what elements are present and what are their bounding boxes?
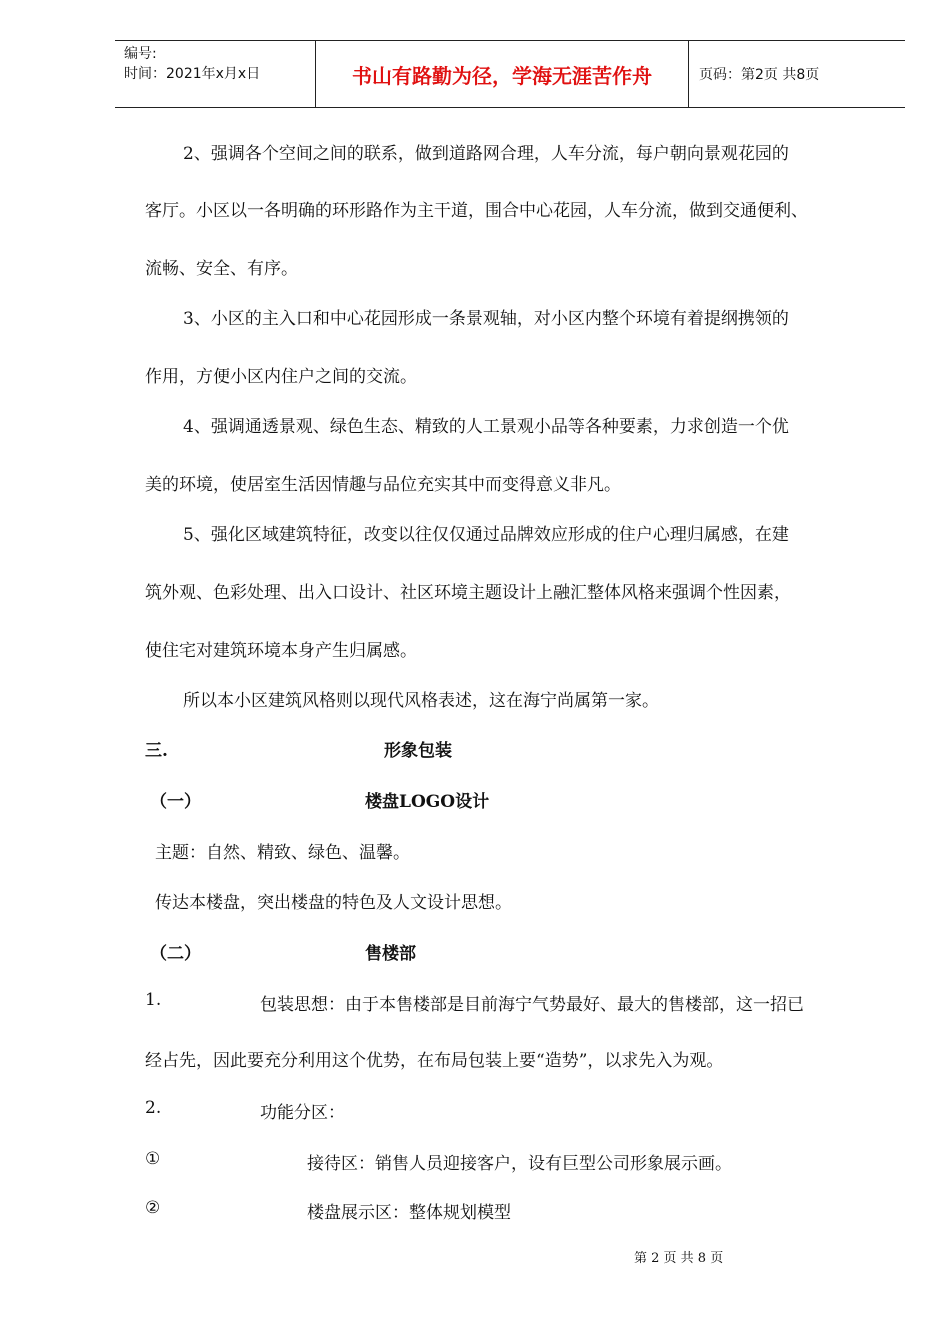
- conclusion-line: 所以本小区建筑风格则以现代风格表述，这在海宁尚属第一家。: [183, 691, 659, 711]
- header-motto: 书山有路勤为径，学海无涯苦作舟: [352, 63, 652, 88]
- convey-line: 传达本楼盘，突出楼盘的特色及人文设计思想。: [155, 893, 512, 913]
- item-number: 1.: [145, 990, 162, 1010]
- subsection-title: 楼盘LOGO设计: [365, 792, 490, 812]
- paragraph-line: 3、小区的主入口和中心花园形成一条景观轴，对小区内整个环境有着提纲携领的: [183, 309, 789, 329]
- item-text: 接待区：销售人员迎接客户，设有巨型公司形象展示画。: [307, 1154, 732, 1174]
- number-label: 编号:: [124, 46, 157, 62]
- item-text: 经占先，因此要充分利用这个优势，在布局包装上要“造势”，以求先入为观。: [145, 1051, 724, 1071]
- subsection-number: （一）: [150, 792, 201, 812]
- item-text: 功能分区：: [260, 1103, 345, 1123]
- item-number: 2.: [145, 1098, 162, 1118]
- subsection-number: （二）: [150, 944, 201, 964]
- circled-number: ②: [145, 1198, 161, 1218]
- section-number: 三.: [145, 741, 168, 761]
- theme-line: 主题：自然、精致、绿色、温馨。: [155, 843, 410, 863]
- paragraph-line: 客厅。小区以一各明确的环形路作为主干道，围合中心花园，人车分流，做到交通便利、: [145, 201, 808, 221]
- paragraph-line: 流畅、安全、有序。: [145, 259, 298, 279]
- paragraph-line: 5、强化区域建筑特征，改变以往仅仅通过品牌效应形成的住户心理归属感，在建: [183, 525, 789, 545]
- paragraph-line: 作用，方便小区内住户之间的交流。: [145, 367, 417, 387]
- paragraph-line: 使住宅对建筑环境本身产生归属感。: [145, 641, 417, 661]
- header-meta: [115, 41, 315, 107]
- section-title: 形象包装: [384, 741, 452, 761]
- circled-number: ①: [145, 1149, 161, 1169]
- paragraph-line: 美的环境，使居室生活因情趣与品位充实其中而变得意义非凡。: [145, 475, 621, 495]
- time-label: 时间：2021年x月x日: [124, 66, 261, 82]
- item-text: 包装思想：由于本售楼部是目前海宁气势最好、最大的售楼部，这一招已: [260, 995, 804, 1015]
- item-text: 楼盘展示区：整体规划模型: [307, 1203, 511, 1223]
- page-header: [115, 40, 905, 108]
- paragraph-line: 2、强调各个空间之间的联系，做到道路网合理，人车分流，每户朝向景观花园的: [183, 144, 789, 164]
- paragraph-line: 4、强调通透景观、绿色生态、精致的人工景观小品等各种要素，力求创造一个优: [183, 417, 789, 437]
- page-footer: 第 2 页 共 8 页: [634, 1251, 724, 1266]
- subsection-title: 售楼部: [365, 944, 416, 964]
- header-page-info: 页码：第2页 共8页: [699, 67, 820, 83]
- paragraph-line: 筑外观、色彩处理、出入口设计、社区环境主题设计上融汇整体风格来强调个性因素，: [145, 583, 791, 603]
